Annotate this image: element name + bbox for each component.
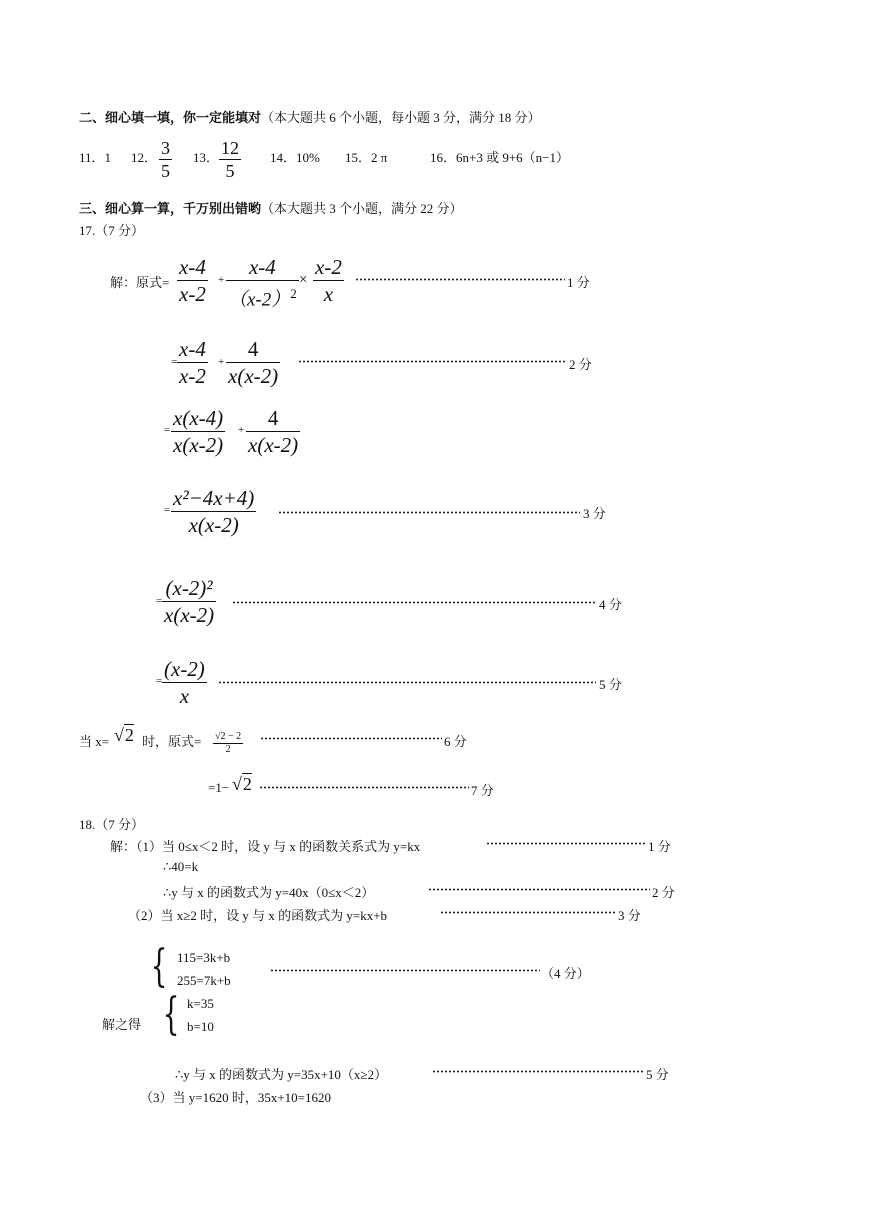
q17-l4-frac [171,485,256,538]
section3-note: （本大题共 3 个小题，满分 22 分） [261,201,463,216]
q18-part2: （2）当 x≥2 时，设 y 与 x 的函数式为 y=kx+b [128,908,388,923]
q17-score-5: 5 分 [599,677,622,692]
q17-l2-frac2-num: 4 [247,337,259,361]
leader-dots [259,786,469,789]
section2-title: 二、细心填一填，你一定能填对 [79,110,262,125]
q18-k-value: k=35 [187,996,214,1011]
q17-l2-frac2 [226,336,280,389]
q17-l1-frac1 [177,254,208,307]
answer-12-num: 3 [161,138,170,158]
q17-l5-den: x(x-2) [164,603,215,627]
q17-l3-frac1-den: x(x-2) [173,433,224,457]
q17-when-mid: 时，原式= [142,734,202,749]
q17-when-radical [114,725,134,746]
section2-heading [79,107,541,126]
answer-12-label: 12． [131,150,158,165]
q17-l2-frac1-den: x-2 [179,364,206,388]
leader-dots [270,969,540,972]
leader-dots [260,737,442,740]
q17-l3-frac2-num: 4 [267,406,279,430]
q17-l1-frac3 [313,254,344,307]
leader-dots [428,888,650,891]
leader-dots [440,911,615,914]
leader-dots [355,278,565,281]
leader-dots [218,681,596,684]
q17-l4-den: x(x-2) [188,513,239,537]
q18-part1b: ∴40=k [163,859,199,874]
answer-12-den: 5 [161,161,170,181]
answer-12-fraction [159,137,172,182]
sqrt-icon: √ [232,774,242,794]
leader-dots [432,1070,644,1073]
leader-dots [278,511,580,514]
q18-part1c: ∴y 与 x 的函数式为 y=40x（0≤x＜2） [163,885,375,900]
q17-l5-eq: = [156,595,163,607]
q17-when-frac-num: √2 − 2 [215,731,242,742]
q17-l2-frac1-num: x-4 [179,337,206,361]
q18-solve-label: 解之得 [102,1017,142,1032]
section3-title: 三、细心算一算，千万别出错哟 [79,201,262,216]
answer-13-den: 5 [225,161,235,181]
q18-part2c: ∴y 与 x 的函数式为 y=35x+10（x≥2） [175,1067,388,1082]
answer-14: 14．10% [270,150,320,165]
answer-15: 15．2 π [345,150,388,165]
q17-l1-frac1-num: x-4 [179,255,206,279]
q17-l3-plus: + [238,424,245,436]
q18-score-1: 1 分 [648,839,671,854]
q17-l4-eq: = [164,504,171,516]
q17-when-frac-den: 2 [225,744,231,755]
q17-score-7: 7 分 [471,783,494,798]
q17-score-6: 6 分 [444,734,467,749]
q17-l1-frac3-num: x-2 [315,255,342,279]
q17-l3-frac2-den: x(x-2) [248,433,299,457]
q17-l1-plus: + [218,274,225,286]
q17-l3-frac1 [171,405,225,458]
q17-l6-den: x [179,684,190,708]
q17-score-1: 1 分 [567,275,590,290]
answer-13-num: 12 [221,138,239,158]
q17-l1-frac3-den: x [323,282,334,306]
q17-final-radical [232,774,252,795]
q17-l6-num: (x-2) [164,657,205,681]
q17-label: 17.（7 分） [79,223,145,238]
answer-13-fraction [219,137,241,182]
q17-l1-times: × [299,272,308,288]
q17-l3-frac1-num: x(x-4) [173,406,224,430]
q17-l6-frac [162,656,207,709]
q17-l2-frac2-den: x(x-2) [228,364,279,388]
q17-when-frac [213,731,243,756]
q17-l1-frac2-den-exp: 2 [290,286,297,301]
leader-dots [486,842,646,845]
q17-l2-plus: + [218,356,225,368]
section2-note: （本大题共 6 个小题，每小题 3 分，满分 18 分） [261,110,541,125]
q17-l3-frac2 [246,405,300,458]
left-brace-icon: { [150,941,168,992]
q17-l1-frac2-den-base: （x-2） [228,289,291,311]
section3-heading [79,198,463,217]
q17-l1-frac1-den: x-2 [179,282,206,306]
q17-l3-eq: = [164,424,171,436]
q18-part1: 解：（1）当 0≤x＜2 时，设 y 与 x 的函数关系式为 y=kx [110,839,421,854]
q17-when-prefix: 当 x= [79,734,110,749]
q17-l5-frac [162,575,216,628]
q18-part3: （3）当 y=1620 时，35x+10=1620 [140,1090,331,1105]
q17-l4-num: x²−4x+4) [173,486,255,510]
q17-l1-frac2-den [226,281,299,313]
answer-16: 16．6n+3 或 9+6（n−1） [430,150,569,165]
q18-score-3: 3 分 [618,908,641,923]
q17-final-prefix: =1− [208,780,230,795]
q17-l1-frac2-num: x-4 [248,255,276,279]
q17-l1-frac2 [226,254,299,313]
q17-l6-eq: = [156,675,163,687]
q17-l2-frac1 [177,336,208,389]
q17-when-radicand: 2 [124,725,134,745]
q17-l2-eq: = [171,356,178,368]
q17-l5-num: (x-2)² [165,576,213,600]
leader-dots [298,360,566,363]
q18-score-5: 5 分 [646,1067,669,1082]
answer-13-label: 13． [193,150,220,165]
q18-score-2: 2 分 [652,885,675,900]
q18-eq2: 255=7k+b [177,973,231,988]
q17-solution-prefix: 解：原式= [110,275,170,290]
q17-final-radicand: 2 [242,774,252,794]
q17-score-3: 3 分 [583,506,606,521]
q18-eq1: 115=3k+b [177,950,231,965]
left-brace-icon: { [162,989,180,1040]
q17-score-4: 4 分 [599,597,622,612]
sqrt-icon: √ [114,725,124,745]
q17-score-2: 2 分 [569,357,592,372]
q18-b-value: b=10 [187,1019,214,1034]
leader-dots [232,601,597,604]
q18-label: 18.（7 分） [79,817,145,832]
answer-11: 11．1 [79,150,112,165]
q18-score-4: （4 分） [541,966,590,981]
